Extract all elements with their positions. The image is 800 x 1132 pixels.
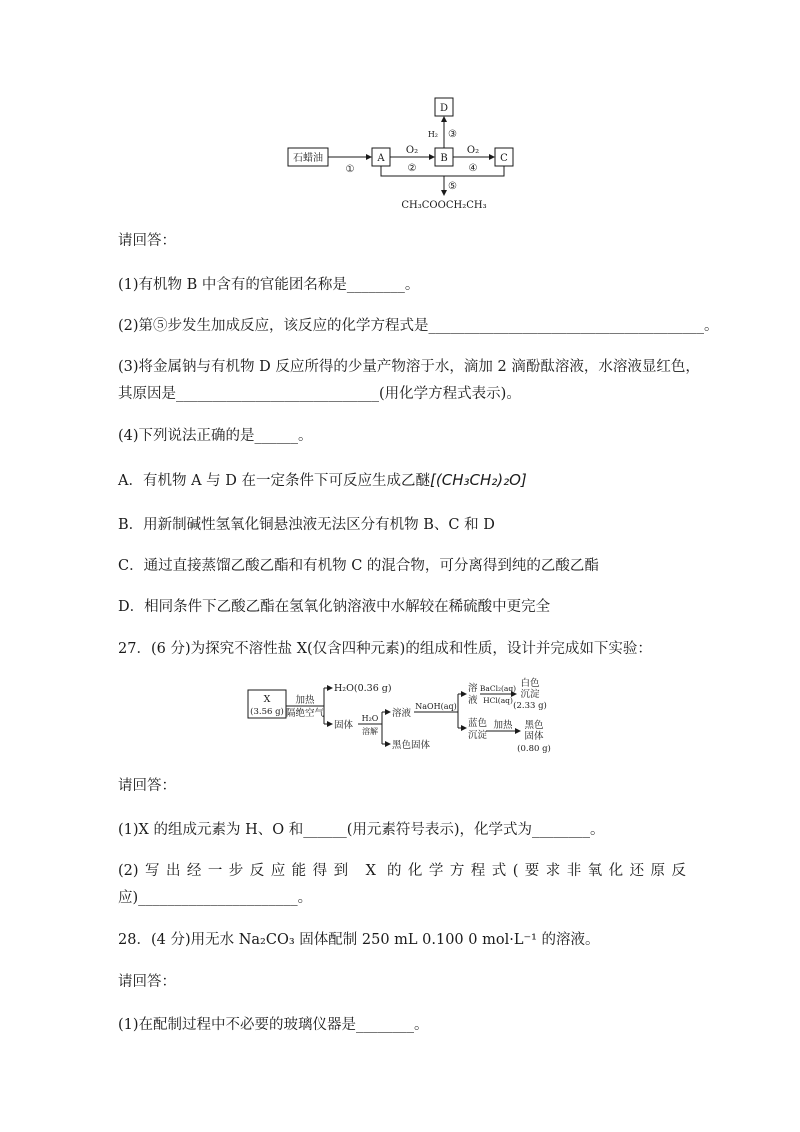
reagent-ab: O₂ bbox=[405, 145, 419, 156]
node-c-label: C bbox=[500, 153, 508, 164]
dissolve-bottom: 溶解 bbox=[362, 727, 378, 736]
reagent-bc: O₂ bbox=[466, 145, 480, 156]
prompt-3: 请回答： bbox=[118, 974, 176, 990]
question-27-title: 27．(6 分)为探究不溶性盐 X(仅含四种元素)的组成和性质，设计并完成如下实验： bbox=[118, 641, 652, 657]
option-d: D．相同条件下乙酸乙酯在氢氧化钠溶液中水解较在稀硫酸中更完全 bbox=[118, 599, 551, 615]
x-label: X bbox=[263, 694, 271, 705]
option-a bbox=[118, 470, 527, 491]
question-1-1: (1)有机物 B 中含有的官能团名称是________。 bbox=[118, 277, 420, 293]
option-a-text: A．有机物 A 与 D 在一定条件下可反应生成乙醚 bbox=[118, 473, 431, 489]
bacl2-label: BaCl₂(aq) bbox=[479, 684, 517, 693]
dissolve-top: H₂O bbox=[361, 714, 379, 723]
node-b-label: B bbox=[440, 153, 448, 164]
option-a-formula: [(CH₃CH₂)₂O] bbox=[430, 471, 527, 489]
solid-label: 固体 bbox=[334, 720, 354, 731]
node-a-label: A bbox=[377, 153, 385, 164]
naoh-label: NaOH(aq) bbox=[415, 702, 457, 711]
question-28-title: 28．(4 分)用无水 Na₂CO₃ 固体配制 250 mL 0.100 0 mol·L⁻¹ 的溶液。 bbox=[118, 932, 600, 948]
x-mass: (3.56 g) bbox=[250, 707, 284, 717]
question-1-2: (2)第⑤步发生加成反应，该反应的化学方程式是______________________________________。 bbox=[118, 318, 719, 334]
start-label: 石蜡油 bbox=[293, 153, 323, 164]
question-27-1: (1)X 的组成元素为 H、O 和______(用元素符号表示)，化学式为________。 bbox=[118, 822, 605, 838]
step4-label: ④ bbox=[468, 163, 478, 174]
reaction-flow-diagram bbox=[280, 92, 530, 218]
step3-label: ③ bbox=[448, 129, 457, 140]
product-label: CH₃COOCH₂CH₃ bbox=[401, 200, 487, 211]
white-top: 白色 bbox=[520, 678, 540, 689]
question-27-2-line2: 应)______________________。 bbox=[118, 890, 313, 906]
blue-top: 蓝色 bbox=[468, 718, 488, 729]
option-b: B．用新制碱性氢氧化铜悬浊液无法区分有机物 B、C 和 D bbox=[118, 517, 495, 533]
step1-label: ① bbox=[345, 164, 355, 175]
question-1-3-line2: 其原因是____________________________(用化学方程式表示)。 bbox=[118, 386, 521, 402]
black-top: 黑色 bbox=[524, 720, 544, 731]
prompt-2: 请回答： bbox=[118, 778, 176, 794]
white-bottom: 沉淀 bbox=[520, 689, 540, 700]
sol2-top: 溶 bbox=[468, 683, 478, 694]
option-c: C．通过直接蒸馏乙酸乙酯和有机物 C 的混合物，可分离得到纯的乙酸乙酯 bbox=[118, 558, 599, 574]
question-28-1: (1)在配制过程中不必要的玻璃仪器是________。 bbox=[118, 1017, 429, 1033]
blue-bottom: 沉淀 bbox=[468, 730, 488, 741]
prompt-1: 请回答： bbox=[118, 233, 176, 249]
node-d-label: D bbox=[439, 103, 449, 114]
bracket-a-c bbox=[381, 166, 504, 176]
hcl-label: HCl(aq) bbox=[483, 696, 513, 705]
solution-label: 溶液 bbox=[392, 708, 412, 719]
black-bottom: 固体 bbox=[524, 731, 544, 742]
step2-label: ② bbox=[407, 163, 417, 174]
question-1-3-line1: (3)将金属钠与有机物 D 反应所得的少量产物溶于水，滴加 2 滴酚酞溶液，水溶液显红色， bbox=[118, 359, 700, 375]
step5-label: ⑤ bbox=[448, 181, 457, 192]
black-mass: (0.80 g) bbox=[517, 744, 551, 754]
heat2-label: 加热 bbox=[493, 720, 513, 731]
heat-sub-label: 隔绝空气 bbox=[285, 708, 325, 719]
water-product: H₂O(0.36 g) bbox=[334, 683, 392, 694]
question-27-2-line1: (2)写出经一步反应能得到 X 的化学方程式(要求非氧化还原反 bbox=[118, 863, 686, 879]
white-mass: (2.33 g) bbox=[513, 701, 547, 711]
black-solid-label: 黑色固体 bbox=[392, 740, 431, 751]
experiment-flow-diagram bbox=[244, 676, 564, 758]
sol2-bottom: 液 bbox=[468, 695, 478, 706]
heat-label: 加热 bbox=[295, 695, 315, 706]
question-1-4: (4)下列说法正确的是______。 bbox=[118, 428, 313, 444]
reagent-bd: H₂ bbox=[427, 130, 438, 139]
